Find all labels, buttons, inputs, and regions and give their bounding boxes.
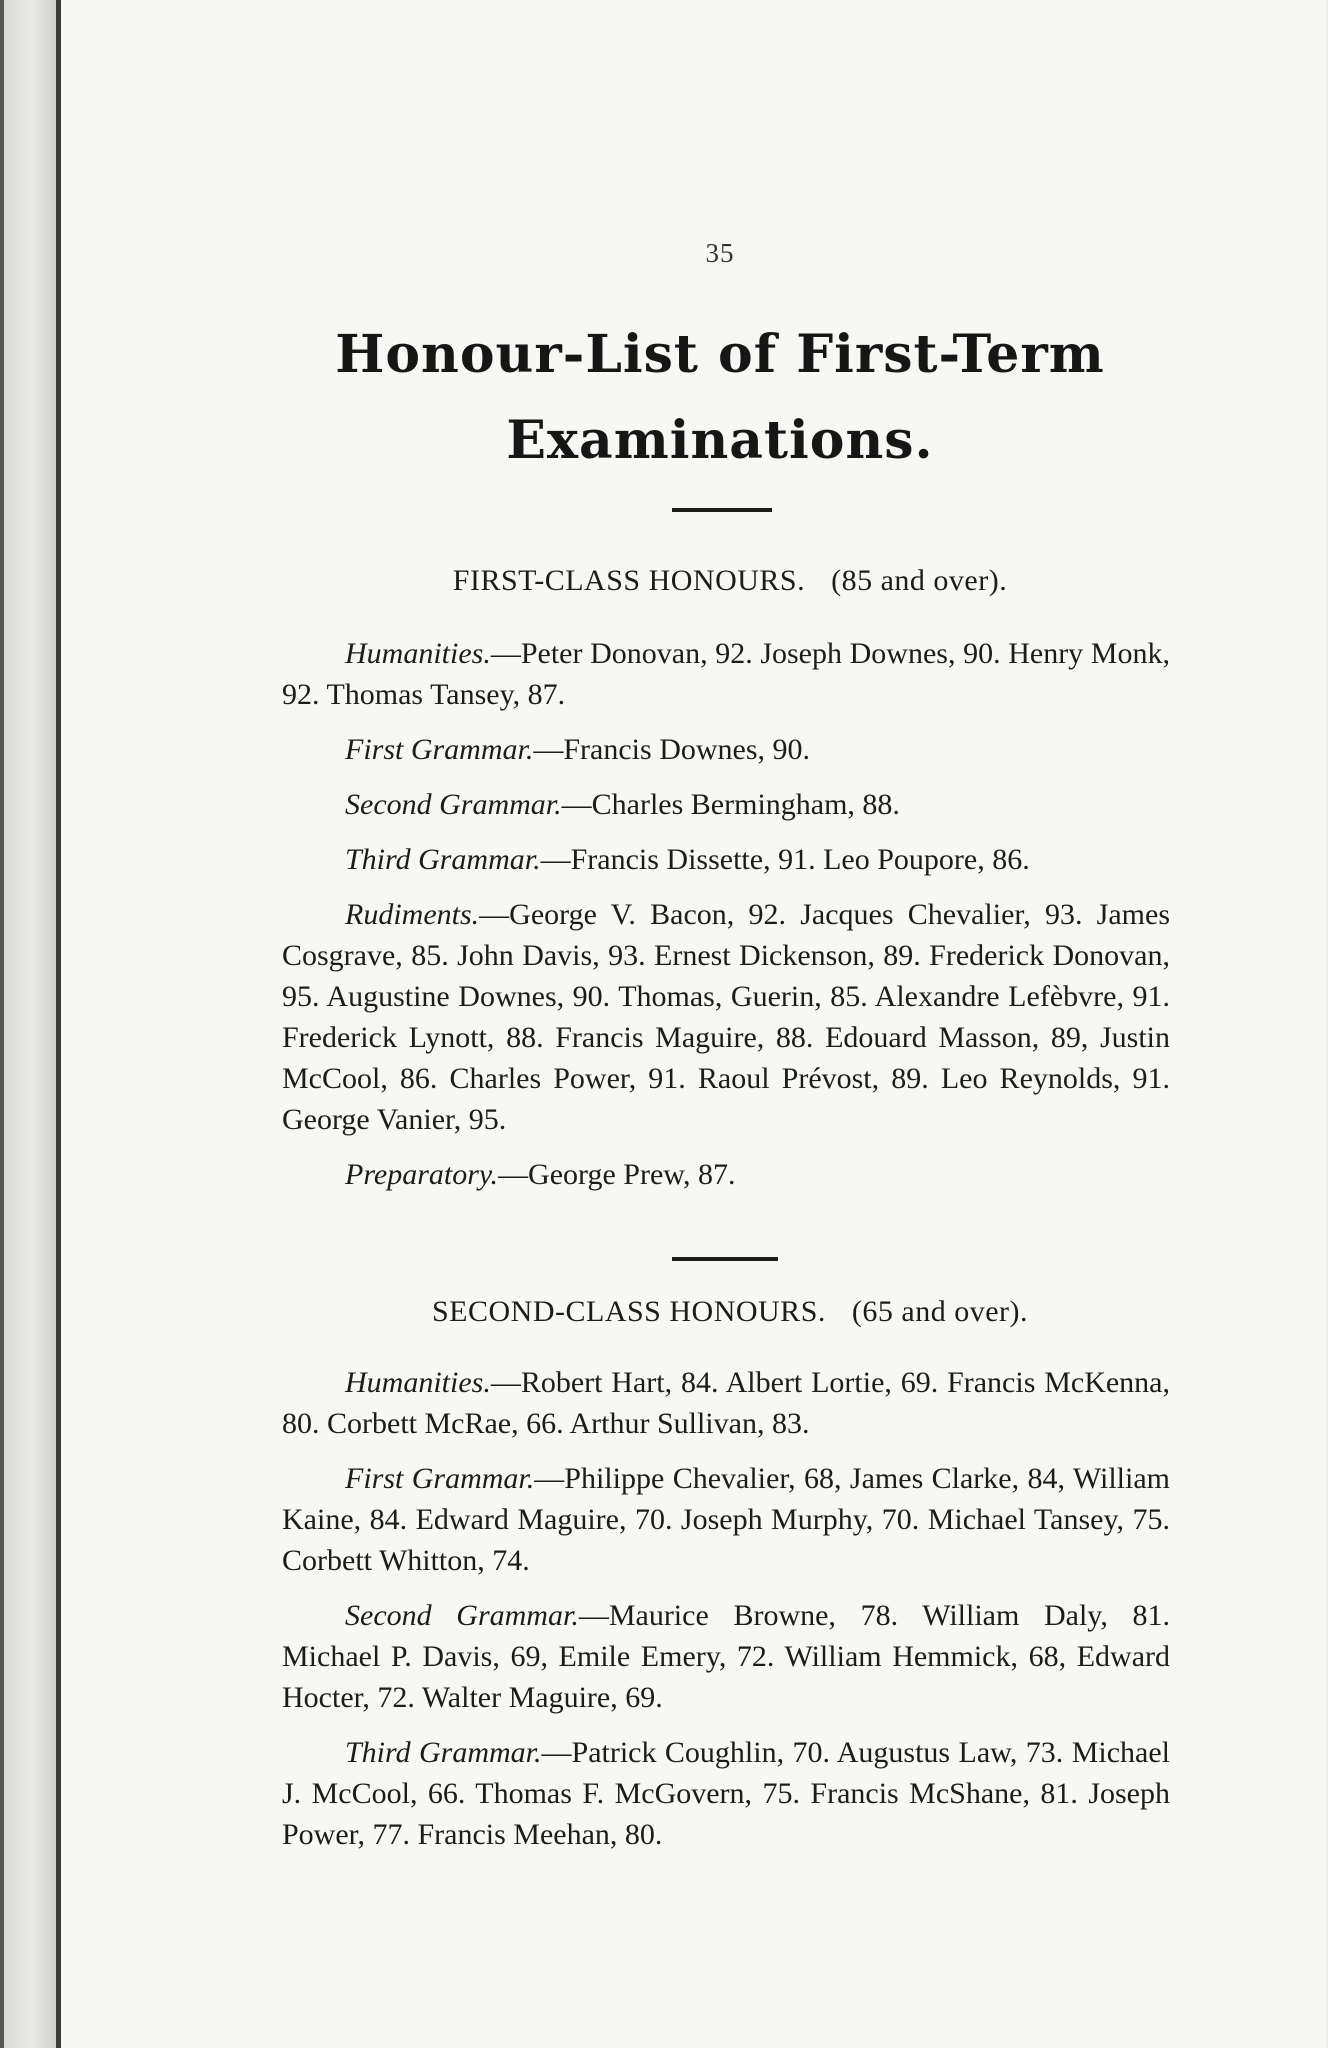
class-name: Humanities. bbox=[345, 1366, 491, 1399]
section-heading-second-class bbox=[280, 1295, 1180, 1329]
honour-names: —Patrick Coughlin, 70. Augustus Law, 73. Michael J. McCool, 66. Thomas F. McGovern, 75. Francis McShane, 81. Joseph Power, 77. Francis Meehan, 80. bbox=[282, 1736, 1170, 1851]
honour-names: —George Prew, 87. bbox=[498, 1158, 736, 1191]
section-heading-label: FIRST-CLASS HONOURS. bbox=[452, 564, 806, 597]
honour-entry bbox=[282, 1362, 1170, 1444]
first-class-entries bbox=[282, 633, 1170, 1209]
class-name: First Grammar. bbox=[345, 1462, 535, 1495]
section-heading-first-class bbox=[280, 564, 1180, 598]
section-qualifier: (85 and over). bbox=[831, 564, 1008, 597]
class-name: Humanities. bbox=[345, 637, 491, 670]
book-edge bbox=[0, 0, 4, 2048]
page-gutter bbox=[0, 0, 58, 2048]
honour-entry bbox=[282, 729, 1170, 770]
honour-names: —George V. Bacon, 92. Jacques Chevalier, 93. James Cosgrave, 85. John Davis, 93. Ernest Dickenson, 89. Frederick Donovan, 95. Augustine Downes, 90. Thomas, Guerin, 85. Alexandre Lefèbvre, 91. Frederick Lynott, 88. Francis Maguire, 88. Edouard Masson, 89, Justin McCool, 86. Charles Power, 91. Raoul Prévost, 89. Leo Reynolds, 91. George Vanier, 95. bbox=[282, 898, 1170, 1136]
page-title bbox=[260, 312, 1180, 484]
honour-names: —Francis Downes, 90. bbox=[533, 733, 811, 766]
section-qualifier: (65 and over). bbox=[851, 1295, 1028, 1328]
honour-names: —Maurice Browne, 78. William Daly, 81. Michael P. Davis, 69, Emile Emery, 72. William Hemmick, 68, Edward Hocter, 72. Walter Maguire, 69. bbox=[282, 1599, 1171, 1714]
honour-entry bbox=[282, 1458, 1170, 1581]
honour-names: —Peter Donovan, 92. Joseph Downes, 90. Henry Monk, 92. Thomas Tansey, 87. bbox=[282, 637, 1170, 711]
class-name: Second Grammar. bbox=[345, 788, 562, 821]
class-name: Third Grammar. bbox=[345, 843, 541, 876]
section-divider bbox=[672, 1257, 778, 1261]
title-line: Honour-List of First-Term bbox=[335, 324, 1105, 385]
honour-entry bbox=[282, 1154, 1170, 1195]
class-name: Preparatory. bbox=[345, 1158, 499, 1191]
honour-entry bbox=[282, 894, 1170, 1140]
honour-names: —Francis Dissette, 91. Leo Poupore, 86. bbox=[540, 843, 1030, 876]
title-line: Examinations. bbox=[506, 410, 934, 471]
second-class-entries bbox=[282, 1362, 1170, 1869]
honour-entry bbox=[282, 633, 1170, 715]
class-name: Third Grammar. bbox=[345, 1736, 542, 1769]
honour-names: —Robert Hart, 84. Albert Lortie, 69. Francis McKenna, 80. Corbett McRae, 66. Arthur Sullivan, 83. bbox=[282, 1366, 1170, 1440]
page-number: 35 bbox=[705, 238, 735, 268]
class-name: Second Grammar. bbox=[345, 1599, 579, 1632]
honour-names: —Philippe Chevalier, 68, James Clarke, 84, William Kaine, 84. Edward Maguire, 70. Joseph Murphy, 70. Michael Tansey, 75. Corbett Whitton, 74. bbox=[282, 1462, 1170, 1577]
honour-entry bbox=[282, 1595, 1170, 1718]
honour-names: —Charles Bermingham, 88. bbox=[561, 788, 900, 821]
class-name: First Grammar. bbox=[345, 733, 534, 766]
spine-line bbox=[56, 0, 61, 2048]
honour-entry bbox=[282, 784, 1170, 825]
class-name: Rudiments. bbox=[345, 898, 480, 931]
honour-entry bbox=[282, 839, 1170, 880]
section-heading-label: SECOND-CLASS HONOURS. bbox=[431, 1295, 826, 1328]
section-divider bbox=[672, 508, 772, 512]
honour-entry bbox=[282, 1732, 1170, 1855]
